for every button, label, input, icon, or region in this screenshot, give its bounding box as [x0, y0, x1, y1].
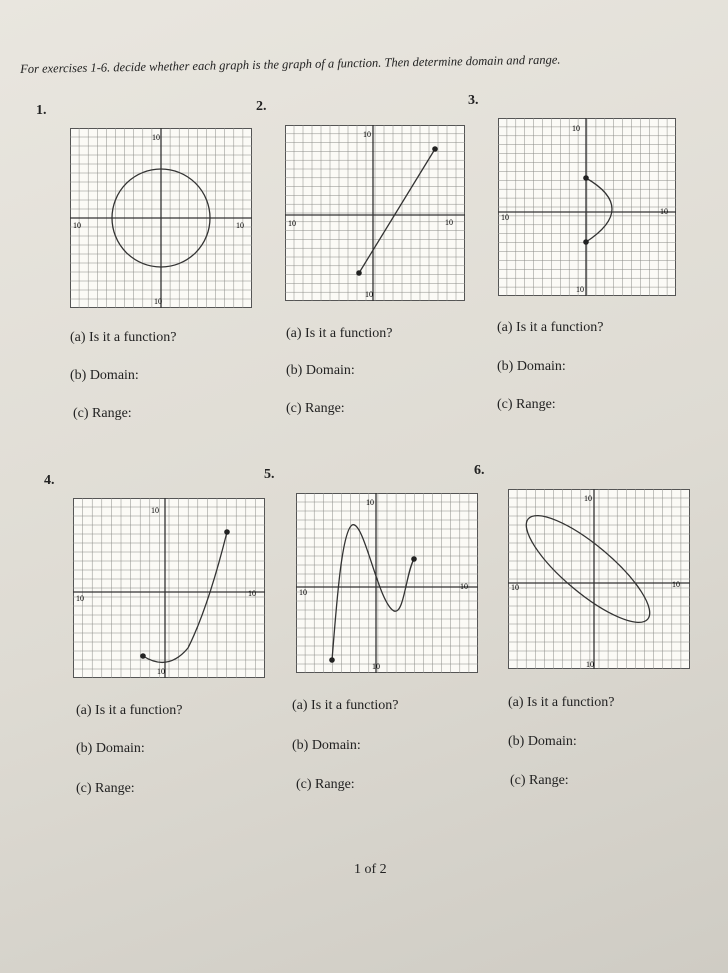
tick-bottom: 10	[365, 290, 373, 299]
tick-bottom: 10	[586, 660, 594, 669]
tick-top: 10	[152, 133, 160, 142]
tick-left: 10	[76, 594, 84, 603]
question-c: (c) Range:	[73, 406, 132, 421]
endpoint	[140, 653, 146, 659]
question-c: (c) Range:	[510, 773, 569, 788]
tick-left: 10	[299, 588, 307, 597]
tick-top: 10	[366, 498, 374, 507]
tick-right: 10	[660, 207, 668, 216]
tick-left: 10	[501, 213, 509, 222]
question-a: (a) Is it a function?	[292, 698, 399, 713]
tick-bottom: 10	[372, 662, 380, 671]
graph-2	[285, 125, 465, 301]
endpoint	[583, 239, 589, 245]
exercise-number: 1.	[36, 103, 47, 118]
tick-right: 10	[672, 580, 680, 589]
question-b: (b) Domain:	[508, 734, 577, 749]
tick-left: 10	[73, 221, 81, 230]
tick-right: 10	[248, 589, 256, 598]
question-c: (c) Range:	[296, 777, 355, 792]
exercise-number: 5.	[264, 467, 275, 482]
half-parabola-curve	[586, 178, 612, 242]
question-a: (a) Is it a function?	[70, 330, 177, 345]
tick-left: 10	[511, 583, 519, 592]
wave-curve	[332, 525, 414, 660]
question-a: (a) Is it a function?	[286, 326, 393, 341]
graph-6	[508, 489, 690, 669]
page-number: 1 of 2	[354, 862, 387, 877]
tick-right: 10	[445, 218, 453, 227]
endpoint	[432, 146, 438, 152]
tick-bottom: 10	[154, 297, 162, 306]
question-a: (a) Is it a function?	[508, 695, 615, 710]
tick-top: 10	[151, 506, 159, 515]
endpoint	[583, 175, 589, 181]
question-c: (c) Range:	[286, 401, 345, 416]
tick-right: 10	[460, 582, 468, 591]
graph-1	[70, 128, 252, 308]
question-c: (c) Range:	[497, 397, 556, 412]
exercise-number: 2.	[256, 99, 267, 114]
exercise-number: 4.	[44, 473, 55, 488]
tick-bottom: 10	[157, 667, 165, 676]
question-b: (b) Domain:	[497, 359, 566, 374]
question-b: (b) Domain:	[76, 741, 145, 756]
question-b: (b) Domain:	[70, 368, 139, 383]
endpoint	[411, 556, 417, 562]
question-a: (a) Is it a function?	[497, 320, 604, 335]
question-a: (a) Is it a function?	[76, 703, 183, 718]
tick-bottom: 10	[576, 285, 584, 294]
line-segment	[359, 149, 435, 273]
tick-top: 10	[584, 494, 592, 503]
tick-top: 10	[572, 124, 580, 133]
endpoint	[224, 529, 230, 535]
graph-4	[73, 498, 265, 678]
instructions: For exercises 1-6. decide whether each graph is the graph of a function. Then determine domain and range.	[20, 52, 561, 76]
question-c: (c) Range:	[76, 781, 135, 796]
question-b: (b) Domain:	[286, 363, 355, 378]
exercise-number: 6.	[474, 463, 485, 478]
endpoint	[356, 270, 362, 276]
endpoint	[329, 657, 335, 663]
graph-3	[498, 118, 676, 296]
tick-top: 10	[363, 130, 371, 139]
graph-5	[296, 493, 478, 673]
tick-left: 10	[288, 219, 296, 228]
question-b: (b) Domain:	[292, 738, 361, 753]
tick-right: 10	[236, 221, 244, 230]
exercise-number: 3.	[468, 93, 479, 108]
